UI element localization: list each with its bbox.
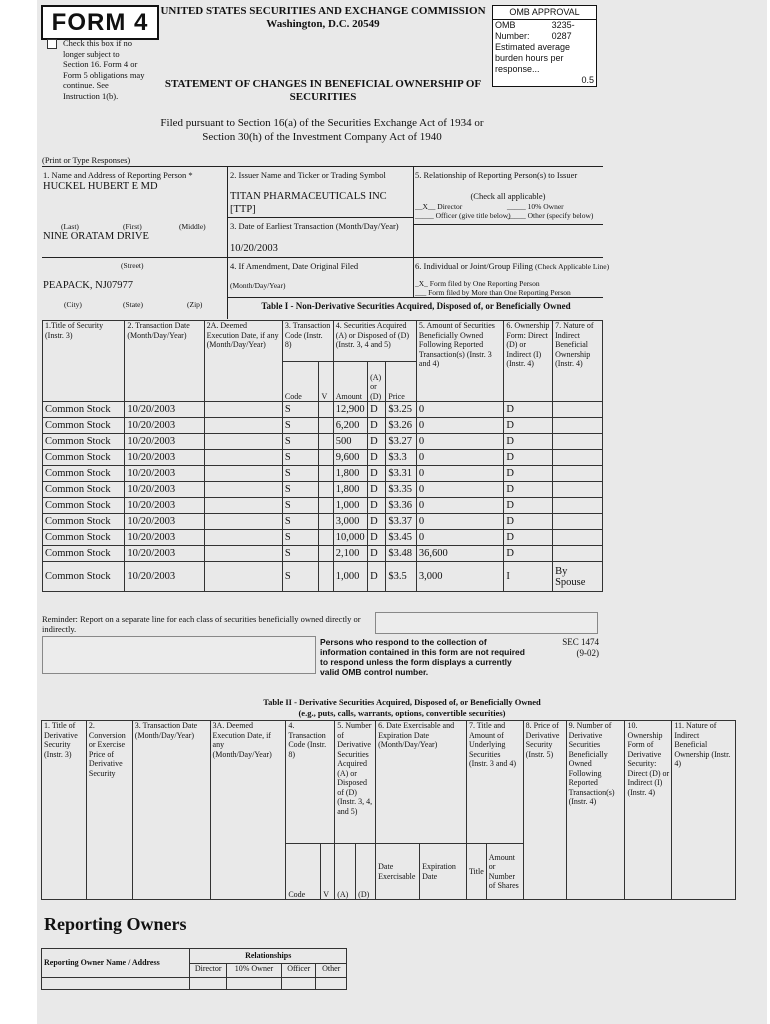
table-row (43, 562, 603, 592)
omb-approval-box (492, 5, 597, 87)
rel-director: __X__ Director (415, 202, 463, 211)
table-1 (42, 320, 603, 592)
t2-sub-title: Title (466, 844, 486, 900)
t1-cell-code: S (282, 466, 319, 482)
t1-cell-amount: 10,000 (333, 530, 367, 546)
t1-cell-v (319, 402, 333, 418)
t1-cell-code: S (282, 418, 319, 434)
t1-cell-date: 10/20/2003 (125, 498, 204, 514)
t1-cell-v (319, 418, 333, 434)
omb-number-label: OMB Number: (495, 20, 530, 41)
group-filing-sub: (Check Applicable Line) (534, 262, 610, 271)
t1-cell-date: 10/20/2003 (125, 562, 204, 592)
t1-cell-code: S (282, 514, 319, 530)
t1-cell-v (319, 434, 333, 450)
table-row (43, 466, 603, 482)
t2-h3: 3. Transaction Date (Month/Day/Year) (132, 721, 210, 900)
t1-cell-ad: D (368, 434, 386, 450)
t1-cell-security: Common Stock (43, 498, 125, 514)
table1-title: Table I - Non-Derivative Securities Acquired, Disposed of, or Beneficially Owned (261, 301, 571, 311)
owners-officer: Officer (281, 964, 316, 978)
table-row (43, 402, 603, 418)
t1-sub-code: Code (282, 362, 319, 402)
t1-cell-date: 10/20/2003 (125, 402, 204, 418)
t1-cell-v (319, 498, 333, 514)
t1-cell-v (319, 562, 333, 592)
owners-ten-pct: 10% Owner (227, 964, 282, 978)
t1-cell-form: D (504, 482, 553, 498)
amendment-label: 4. If Amendment, Date Original Filed (230, 261, 359, 271)
t2-h11: 11. Nature of Indirect Beneficial Ownership (Instr. 4) (672, 721, 736, 900)
t1-h5: 5. Amount of Securities Beneficially Owned Following Reported Transaction(s) (Instr. 3 and 4) (416, 321, 503, 402)
t1-cell-price: $3.3 (386, 450, 416, 466)
t1-cell-code: S (282, 498, 319, 514)
t1-cell-deemed (204, 418, 282, 434)
t1-cell-amount: 2,100 (333, 546, 367, 562)
filed-line1: Filed pursuant to Section 16(a) of the Securities Exchange Act of 1934 or (160, 117, 484, 129)
t1-cell-price: $3.37 (386, 514, 416, 530)
t1-cell-owned: 0 (416, 498, 503, 514)
t1-cell-deemed (204, 402, 282, 418)
rel-ten-pct: _____ 10% Owner (507, 202, 564, 211)
t2-h4: 4. Transaction Code (Instr. 8) (286, 721, 335, 844)
earliest-date-label: 3. Date of Earliest Transaction (Month/Day/Year) (230, 221, 399, 231)
t1-cell-form: D (504, 450, 553, 466)
t1-cell-security: Common Stock (43, 418, 125, 434)
t1-cell-form: D (504, 514, 553, 530)
t1-cell-price: $3.35 (386, 482, 416, 498)
t1-cell-amount: 1,000 (333, 562, 367, 592)
omb-burden-label: Estimated average burden hours per response... (495, 42, 571, 74)
t1-cell-ad: D (368, 498, 386, 514)
t1-cell-nature (553, 498, 603, 514)
t1-cell-form: I (504, 562, 553, 592)
t1-cell-security: Common Stock (43, 546, 125, 562)
t1-cell-deemed (204, 434, 282, 450)
last-label: (Last) (61, 222, 79, 231)
t1-cell-security: Common Stock (43, 466, 125, 482)
t1-cell-date: 10/20/2003 (125, 466, 204, 482)
table-row (43, 530, 603, 546)
zip-label: (Zip) (187, 300, 203, 309)
relationship-label: 5. Relationship of Reporting Person(s) to Issuer (415, 170, 578, 180)
t1-cell-security: Common Stock (43, 514, 125, 530)
t2-sub-a: (A) (335, 844, 356, 900)
t2-h8: 8. Price of Derivative Security (Instr. 5) (523, 721, 566, 900)
filed-pursuant (147, 116, 497, 144)
t1-cell-date: 10/20/2003 (125, 482, 204, 498)
middle-label: (Middle) (179, 222, 206, 231)
t1-cell-date: 10/20/2003 (125, 546, 204, 562)
t1-cell-code: S (282, 562, 319, 592)
omb-title: OMB APPROVAL (493, 6, 596, 20)
table2-title-line2: (e.g., puts, calls, warrants, options, convertible securities) (298, 707, 506, 718)
t1-cell-amount: 1,800 (333, 482, 367, 498)
omb-burden-value: 0.5 (581, 75, 594, 85)
table-row (43, 498, 603, 514)
t2-sub-v: V (321, 844, 335, 900)
statement-header (155, 78, 491, 104)
t1-sub-amount: Amount (333, 362, 367, 402)
print-note: (Print or Type Responses) (42, 155, 131, 165)
t1-cell-owned: 0 (416, 530, 503, 546)
t1-cell-security: Common Stock (43, 562, 125, 592)
t1-cell-ad: D (368, 418, 386, 434)
t1-cell-owned: 36,600 (416, 546, 503, 562)
t1-cell-date: 10/20/2003 (125, 434, 204, 450)
t1-cell-deemed (204, 466, 282, 482)
omb-number-value: 3235-0287 (551, 20, 575, 41)
t1-cell-form: D (504, 530, 553, 546)
reminder-box (375, 612, 598, 634)
t1-cell-security: Common Stock (43, 450, 125, 466)
t1-cell-price: $3.27 (386, 434, 416, 450)
t1-cell-owned: 0 (416, 482, 503, 498)
t1-sub-v: V (319, 362, 333, 402)
t1-h2: 2. Transaction Date (Month/Day/Year) (125, 321, 204, 402)
t1-cell-price: $3.31 (386, 466, 416, 482)
t1-cell-nature (553, 402, 603, 418)
t1-cell-ad: D (368, 402, 386, 418)
t1-cell-nature (553, 482, 603, 498)
t1-cell-owned: 0 (416, 450, 503, 466)
t2-sub-amount: Amount or Number of Shares (486, 844, 523, 900)
t1-cell-owned: 3,000 (416, 562, 503, 592)
t1-cell-ad: D (368, 482, 386, 498)
t1-cell-owned: 0 (416, 418, 503, 434)
city-label: (City) (64, 300, 82, 309)
amendment-sub: (Month/Day/Year) (230, 281, 286, 290)
t1-cell-owned: 0 (416, 466, 503, 482)
t2-sub-d: (D) (356, 844, 376, 900)
t1-cell-form: D (504, 546, 553, 562)
t1-h7: 7. Nature of Indirect Beneficial Ownership (Instr. 4) (553, 321, 603, 402)
t1-cell-ad: D (368, 546, 386, 562)
t1-cell-v (319, 466, 333, 482)
reporter-name: HUCKEL HUBERT E MD (43, 181, 158, 192)
street-label: (Street) (121, 261, 144, 270)
t1-cell-ad: D (368, 466, 386, 482)
group-one: _X_ Form filed by One Reporting Person (415, 279, 540, 288)
sec-code: SEC 1474 (562, 637, 599, 647)
t1-cell-code: S (282, 450, 319, 466)
table-row (43, 482, 603, 498)
t2-h5: 5. Number of Derivative Securities Acquired (A) or Disposed of (D) (Instr. 3, 4, and 5) (335, 721, 376, 844)
t1-h2a: 2A. Deemed Execution Date, if any (Month/Day/Year) (204, 321, 282, 402)
t1-cell-price: $3.45 (386, 530, 416, 546)
form-title: FORM 4 (41, 5, 159, 40)
t1-cell-date: 10/20/2003 (125, 418, 204, 434)
table-row (43, 546, 603, 562)
t1-cell-ad: D (368, 514, 386, 530)
t1-cell-owned: 0 (416, 514, 503, 530)
t2-sub-exer: Date Exercisable (376, 844, 420, 900)
owners-director: Director (190, 964, 227, 978)
check-all-applicable: (Check all applicable) (470, 191, 546, 201)
t1-h6: 6. Ownership Form: Direct (D) or Indirect (I) (Instr. 4) (504, 321, 553, 402)
t1-cell-owned: 0 (416, 434, 503, 450)
t1-cell-amount: 500 (333, 434, 367, 450)
t1-cell-price: $3.5 (386, 562, 416, 592)
t1-cell-form: D (504, 402, 553, 418)
owners-col-name: Reporting Owner Name / Address (42, 949, 190, 978)
owners-other: Other (316, 964, 347, 978)
table-row (43, 418, 603, 434)
t1-cell-price: $3.36 (386, 498, 416, 514)
t1-cell-date: 10/20/2003 (125, 450, 204, 466)
t1-cell-nature (553, 450, 603, 466)
t2-h2: 2. Conversion or Exercise Price of Derivative Security (86, 721, 132, 900)
reporter-street: NINE ORATAM DRIVE (43, 231, 149, 242)
t1-cell-v (319, 450, 333, 466)
t1-cell-price: $3.48 (386, 546, 416, 562)
t1-cell-security: Common Stock (43, 434, 125, 450)
t1-cell-form: D (504, 434, 553, 450)
omb-burden-row (493, 75, 596, 86)
t1-cell-form: D (504, 498, 553, 514)
t1-cell-form: D (504, 466, 553, 482)
table2-title-line1: Table II - Derivative Securities Acquired, Disposed of, or Beneficially Owned (263, 697, 541, 707)
rel-officer: _____ Officer (give title below) (415, 211, 511, 220)
t2-h1: 1. Title of Derivative Security (Instr. 3) (42, 721, 87, 900)
t1-cell-amount: 12,900 (333, 402, 367, 418)
commission-header (155, 5, 491, 31)
t1-cell-deemed (204, 530, 282, 546)
owners-relationships: Relationships (190, 949, 347, 964)
t1-cell-amount: 1,800 (333, 466, 367, 482)
t1-cell-code: S (282, 402, 319, 418)
rel-other: _____ Other (specify below) (507, 211, 594, 220)
t1-cell-deemed (204, 562, 282, 592)
form-page (37, 0, 767, 1024)
t1-cell-code: S (282, 530, 319, 546)
t1-cell-nature (553, 434, 603, 450)
statement-line2: SECURITIES (289, 91, 357, 103)
t1-cell-deemed (204, 498, 282, 514)
t1-cell-form: D (504, 418, 553, 434)
filed-line2: Section 30(h) of the Investment Company Act of 1940 (202, 131, 442, 143)
table-row (43, 434, 603, 450)
reporting-owners-heading: Reporting Owners (44, 914, 187, 934)
group-more: ___ Form filed by More than One Reporting Person (415, 288, 571, 297)
table-row (43, 514, 603, 530)
group-filing-title: 6. Individual or Joint/Group Filing (415, 261, 533, 271)
t1-cell-amount: 6,200 (333, 418, 367, 434)
table-2 (41, 720, 736, 900)
reporter-city: PEAPACK, NJ07977 (43, 280, 134, 291)
t2-h9: 9. Number of Derivative Securities Beneficially Owned Following Reported Transaction(s) (Instr. 4) (566, 721, 625, 900)
t1-sub-price: Price (386, 362, 416, 402)
t1-cell-amount: 9,600 (333, 450, 367, 466)
t1-cell-code: S (282, 546, 319, 562)
sec-code-block (533, 637, 599, 658)
t1-cell-v (319, 514, 333, 530)
commission-line1: UNITED STATES SECURITIES AND EXCHANGE COMMISSION (160, 5, 486, 17)
t1-body (43, 402, 603, 592)
issuer-name: TITAN PHARMACEUTICALS INC (230, 191, 387, 202)
t1-cell-deemed (204, 482, 282, 498)
earliest-date-value: 10/20/2003 (230, 243, 278, 254)
t1-cell-code: S (282, 482, 319, 498)
t1-cell-owned: 0 (416, 402, 503, 418)
issuer-ticker: [TTP] (230, 204, 256, 215)
t2-h6: 6. Date Exercisable and Expiration Date (Month/Day/Year) (376, 721, 467, 844)
t1-cell-security: Common Stock (43, 530, 125, 546)
t1-cell-deemed (204, 514, 282, 530)
t1-cell-amount: 3,000 (333, 514, 367, 530)
t1-cell-ad: D (368, 450, 386, 466)
t1-cell-price: $3.25 (386, 402, 416, 418)
state-label: (State) (123, 300, 143, 309)
t1-cell-code: S (282, 434, 319, 450)
t1-cell-nature (553, 514, 603, 530)
t1-cell-nature (553, 530, 603, 546)
t1-cell-v (319, 530, 333, 546)
t1-h1: 1.Title of Security (Instr. 3) (43, 321, 125, 402)
t1-cell-price: $3.26 (386, 418, 416, 434)
t1-cell-nature (553, 546, 603, 562)
t1-cell-deemed (204, 546, 282, 562)
t2-h10: 10. Ownership Form of Derivative Security: Direct (D) or Indirect (I) (Instr. 4) (625, 721, 672, 900)
statement-line1: STATEMENT OF CHANGES IN BENEFICIAL OWNERSHIP OF (164, 78, 482, 90)
t1-cell-date: 10/20/2003 (125, 514, 204, 530)
checkbox-text: Check this box if no longer subject to Section 16. Form 4 or Form 5 obligations may continue. See Instruction 1(b). (63, 38, 145, 101)
t2-sub-exp: Expiration Date (420, 844, 467, 900)
blank-box (42, 636, 316, 674)
t1-h4: 4. Securities Acquired (A) or Disposed of (D) (Instr. 3, 4 and 5) (333, 321, 416, 362)
reporter-label: 1. Name and Address of Reporting Person * (43, 170, 193, 180)
t1-sub-aord: (A) or (D) (368, 362, 386, 402)
no-longer-subject-checkbox[interactable] (47, 38, 147, 101)
first-label: (First) (123, 222, 142, 231)
t1-cell-ad: D (368, 530, 386, 546)
table2-title (37, 697, 767, 718)
t1-h3: 3. Transaction Code (Instr. 8) (282, 321, 333, 362)
t1-cell-date: 10/20/2003 (125, 530, 204, 546)
issuer-label: 2. Issuer Name and Ticker or Trading Symbol (230, 170, 386, 180)
t2-h3a: 3A. Deemed Execution Date, if any (Month/Day/Year) (210, 721, 286, 900)
t1-cell-v (319, 546, 333, 562)
t1-cell-ad: D (368, 562, 386, 592)
t2-h7: 7. Title and Amount of Underlying Securities (Instr. 3 and 4) (466, 721, 523, 844)
persons-note: Persons who respond to the collection of information contained in this form are not required to respond unless the form displays a currently valid OMB control number. (320, 637, 525, 677)
sec-date: (9-02) (576, 647, 599, 658)
t1-cell-security: Common Stock (43, 402, 125, 418)
t1-cell-amount: 1,000 (333, 498, 367, 514)
group-filing-label (415, 261, 609, 271)
t2-sub-code: Code (286, 844, 321, 900)
t1-cell-security: Common Stock (43, 482, 125, 498)
omb-number-row (493, 20, 596, 42)
commission-line2: Washington, D.C. 20549 (266, 18, 380, 30)
checkbox-square[interactable] (47, 39, 57, 49)
reporting-owners-table (41, 948, 347, 990)
t1-cell-deemed (204, 450, 282, 466)
t1-cell-nature (553, 418, 603, 434)
t1-cell-nature (553, 466, 603, 482)
t1-cell-nature: By Spouse (553, 562, 603, 592)
t1-cell-v (319, 482, 333, 498)
table-row (43, 450, 603, 466)
reminder-note: Reminder: Report on a separate line for each class of securities beneficially owned directly or indirectly. (42, 614, 361, 634)
